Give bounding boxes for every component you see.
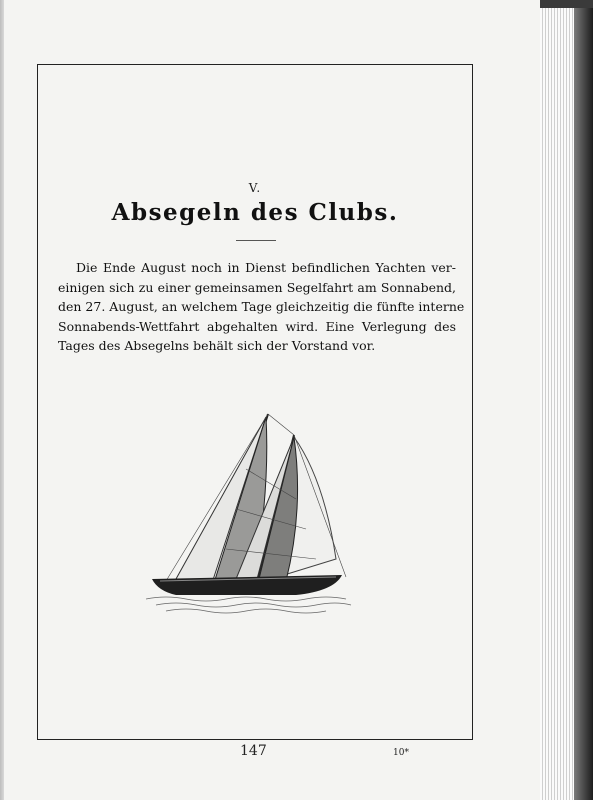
- paragraph-line: den 27. August, an welchem Tage gleichzeitig die fünfte interne: [58, 299, 465, 314]
- book-page: [4, 0, 540, 800]
- book-edge-shadow: [574, 8, 593, 800]
- chapter-number: V.: [248, 181, 262, 195]
- paragraph-line: einigen sich zu einer gemeinsamen Segelfahrt am Sonnabend,: [58, 279, 456, 295]
- sailing-yacht-illustration: [146, 409, 356, 614]
- paragraph-line: Sonnabends-Wettfahrt abgehalten wird. Eine Verlegung des: [58, 318, 456, 334]
- paragraph-line: Die Ende August noch in Dienst befindlichen Yachten ver-: [76, 260, 456, 275]
- chapter-title: Absegeln des Clubs.: [111, 199, 399, 226]
- signature-mark: 10*: [393, 748, 409, 758]
- paragraph-line: Tages des Absegelns behält sich der Vorstand vor.: [58, 338, 376, 353]
- title-divider: [236, 240, 276, 241]
- page-frame: [37, 64, 473, 740]
- body-paragraph: [58, 258, 465, 356]
- page-number: 147: [240, 743, 267, 759]
- page-stack-edges: [540, 8, 574, 800]
